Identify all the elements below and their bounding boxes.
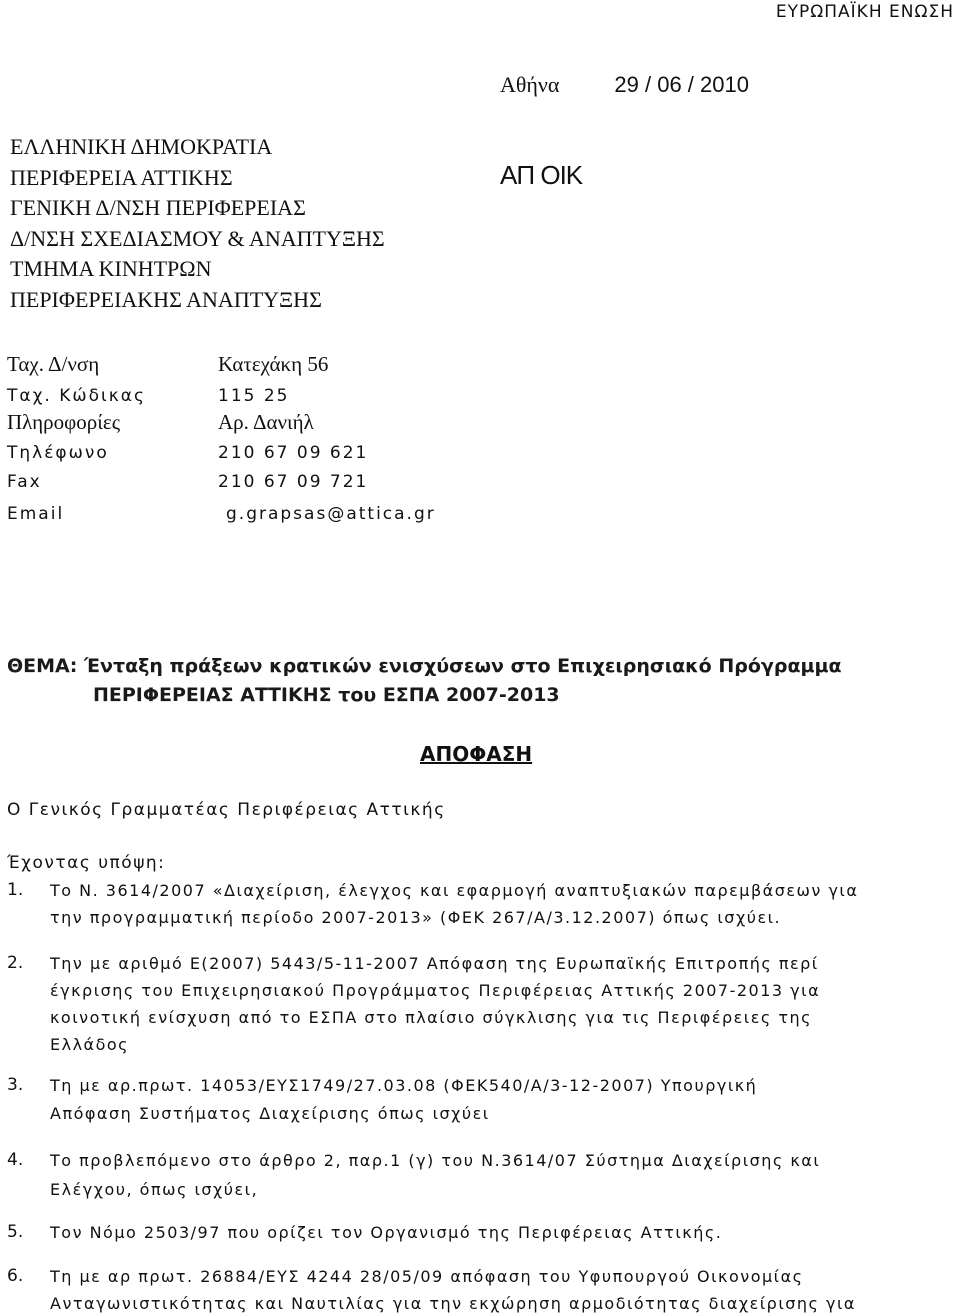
authority-line: ΠΕΡΙΦΕΡΕΙΑ ΑΤΤΙΚΗΣ [10,164,233,190]
considering-heading: Έχοντας υπόψη: [7,853,166,873]
subject-line: ΘΕΜΑ: Ένταξη πράξεων κρατικών ενισχύσεων στο Επιχειρησιακό Πρόγραμμα [7,655,842,677]
contact-value-phone: 210 67 09 621 [218,443,369,463]
item-text-line: Τον Νόμο 2503/97 που ορίζει τον Οργανισμό της Περιφέρειας Αττικής. [50,1223,723,1242]
item-text-line: Τη με αρ.πρωτ. 14053/ΕΥΣ1749/27.03.08 (ΦΕΚ540/Α/3-12-2007) Υπουργική [50,1076,758,1095]
contact-value-fax: 210 67 09 721 [218,472,369,492]
authority-line: ΕΛΛΗΝΙΚΗ ΔΗΜΟΚΡΑΤΙΑ [10,134,273,159]
city-label: Αθήνα [500,72,560,97]
item-text-line: Ανταγωνιστικότητας και Ναυτιλίας για την εκχώρηση αρμοδιότητας διαχείρισης για [50,1294,856,1313]
item-text-line: έγκρισης του Επιχειρησιακού Προγράμματος Περιφέρειας Αττικής 2007-2013 για [50,981,821,1000]
item-text-line: Το προβλεπόμενο στο άρθρο 2, παρ.1 (γ) του Ν.3614/07 Σύστημα Διαχείρισης και [50,1151,821,1170]
protocol-number: ΑΠ ΟΙΚ [500,160,583,190]
item-text-line: κοινοτική ενίσχυση από το ΕΣΠΑ στο πλαίσιο σύγκλισης για τις Περιφέρειες της [50,1008,812,1027]
eu-header: ΕΥΡΩΠΑΪΚΗ ΕΝΩΣΗ [775,2,954,22]
item-number: 5. [7,1222,24,1242]
item-number: 2. [7,953,24,973]
contact-value-email[interactable]: g.grapsas@attica.gr [226,504,436,524]
issuing-authority [10,132,385,316]
contact-value-postcode: 115 25 [218,386,290,406]
intro-line: Ο Γενικός Γραμματέας Περιφέρειας Αττικής [7,800,446,820]
item-text-line: Την με αριθμό Ε(2007) 5443/5-11-2007 Απόφαση της Ευρωπαϊκής Επιτροπής περί [50,954,819,973]
item-number: 1. [7,880,24,900]
item-text-line: την προγραμματική περίοδο 2007-2013» (ΦΕΚ 267/Α/3.12.2007) όπως ισχύει. [50,908,782,927]
item-text-line: Απόφαση Συστήματος Διαχείρισης όπως ισχύει [50,1104,490,1123]
item-number: 4. [7,1150,24,1170]
item-number: 6. [7,1266,24,1286]
authority-line: ΤΜΗΜΑ ΚΙΝΗΤΡΩΝ [10,256,212,282]
contact-value-info: Αρ. Δανιήλ [218,410,314,434]
contact-label-address: Ταχ. Δ/νση [7,352,100,376]
item-text-line: Ελέγχου, όπως ισχύει, [50,1180,259,1199]
contact-label-fax: Fax [7,472,42,492]
subject-line-continued: ΠΕΡΙΦΕΡΕΙΑΣ ΑΤΤΙΚΗΣ του ΕΣΠΑ 2007-2013 [93,684,560,706]
contact-label-postcode: Ταχ. Κώδικας [7,386,146,406]
authority-line: ΓΕΝΙΚΗ Δ/ΝΣΗ ΠΕΡΙΦΕΡΕΙΑΣ [10,195,306,221]
contact-label-info: Πληροφορίες [7,410,121,434]
contact-label-email: Email [7,504,65,524]
decision-title: ΑΠΟΦΑΣΗ [420,742,533,766]
authority-line: Δ/ΝΣΗ ΣΧΕΔΙΑΣΜΟΥ & ΑΝΑΠΤΥΞΗΣ [10,225,385,251]
item-number: 3. [7,1075,24,1095]
date-line [500,72,749,98]
authority-line: ΠΕΡΙΦΕΡΕΙΑΚΗΣ ΑΝΑΠΤΥΞΗΣ [10,286,322,312]
item-text-line: Το Ν. 3614/2007 «Διαχείριση, έλεγχος και εφαρμογή αναπτυξιακών παρεμβάσεων για [50,881,859,900]
item-text-line: Τη με αρ πρωτ. 26884/ΕΥΣ 4244 28/05/09 απόφαση του Υφυπουργού Οικονομίας [50,1267,804,1286]
item-text-line: Ελλάδος [50,1035,130,1054]
contact-value-address: Κατεχάκη 56 [218,352,329,376]
document-date: 29 / 06 / 2010 [614,72,749,97]
contact-label-phone: Τηλέφωνο [7,443,109,463]
